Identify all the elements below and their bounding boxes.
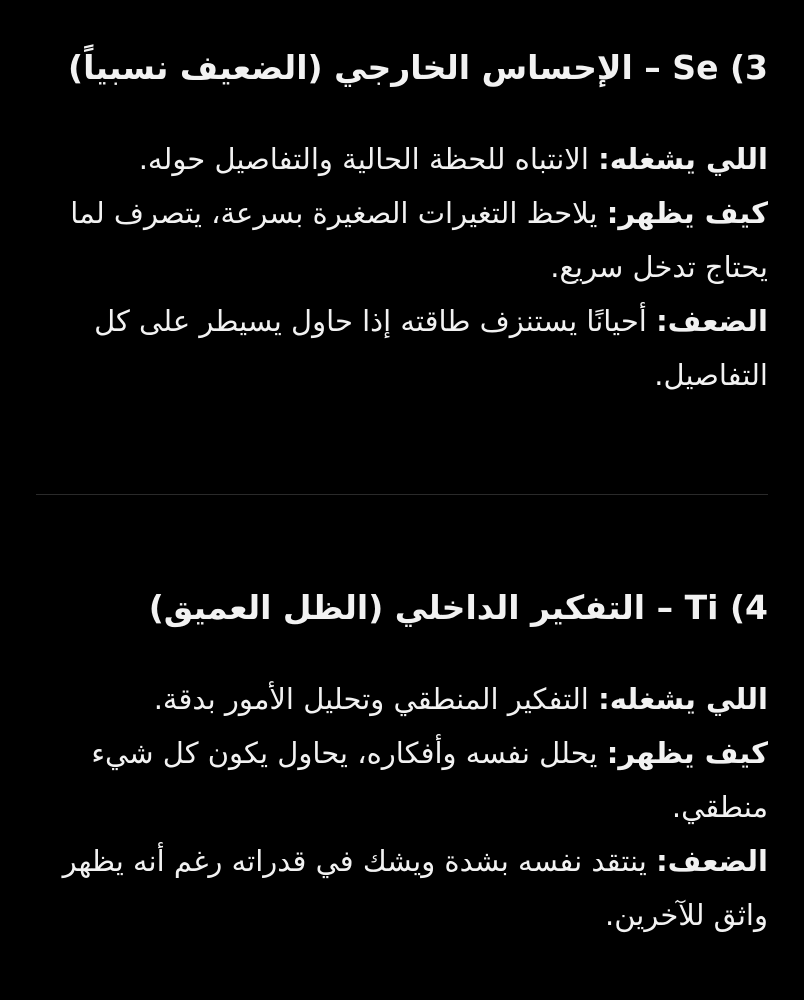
section-heading-id: 4) Ti – [656,588,768,627]
paragraph-appearance [36,186,768,294]
paragraph-appearance [36,726,768,834]
paragraph-focus [36,672,768,726]
section-ti [36,578,768,942]
label-focus: اللي يشغله: [598,142,768,176]
label-weakness: الضعف: [656,844,768,878]
text-focus: الانتباه للحظة الحالية والتفاصيل حوله. [138,142,599,176]
label-weakness: الضعف: [656,304,768,338]
section-heading [36,38,768,98]
section-divider [36,494,768,495]
text-weakness: أحيانًا يستنزف طاقته إذا حاول يسيطر على كل التفاصيل. [94,304,768,392]
section-heading [36,578,768,638]
section-heading-id: 3) Se – [644,48,768,87]
label-focus: اللي يشغله: [598,682,768,716]
section-heading-text: الإحساس الخارجي (الضعيف نسبياً) [68,48,633,87]
section-se [36,38,768,402]
label-appearance: كيف يظهر: [606,196,768,230]
paragraph-weakness [36,834,768,942]
text-weakness: ينتقد نفسه بشدة ويشك في قدراته رغم أنه يظهر واثق للآخرين. [62,844,768,932]
text-focus: التفكير المنطقي وتحليل الأمور بدقة. [153,682,599,716]
paragraph-weakness [36,294,768,402]
text-appearance: يلاحظ التغيرات الصغيرة بسرعة، يتصرف لما يحتاج تدخل سريع. [70,196,768,284]
section-heading-text: التفكير الداخلي (الظل العميق) [148,588,646,627]
label-appearance: كيف يظهر: [606,736,768,770]
text-appearance: يحلل نفسه وأفكاره، يحاول يكون كل شيء منطقي. [91,736,768,824]
paragraph-focus [36,132,768,186]
